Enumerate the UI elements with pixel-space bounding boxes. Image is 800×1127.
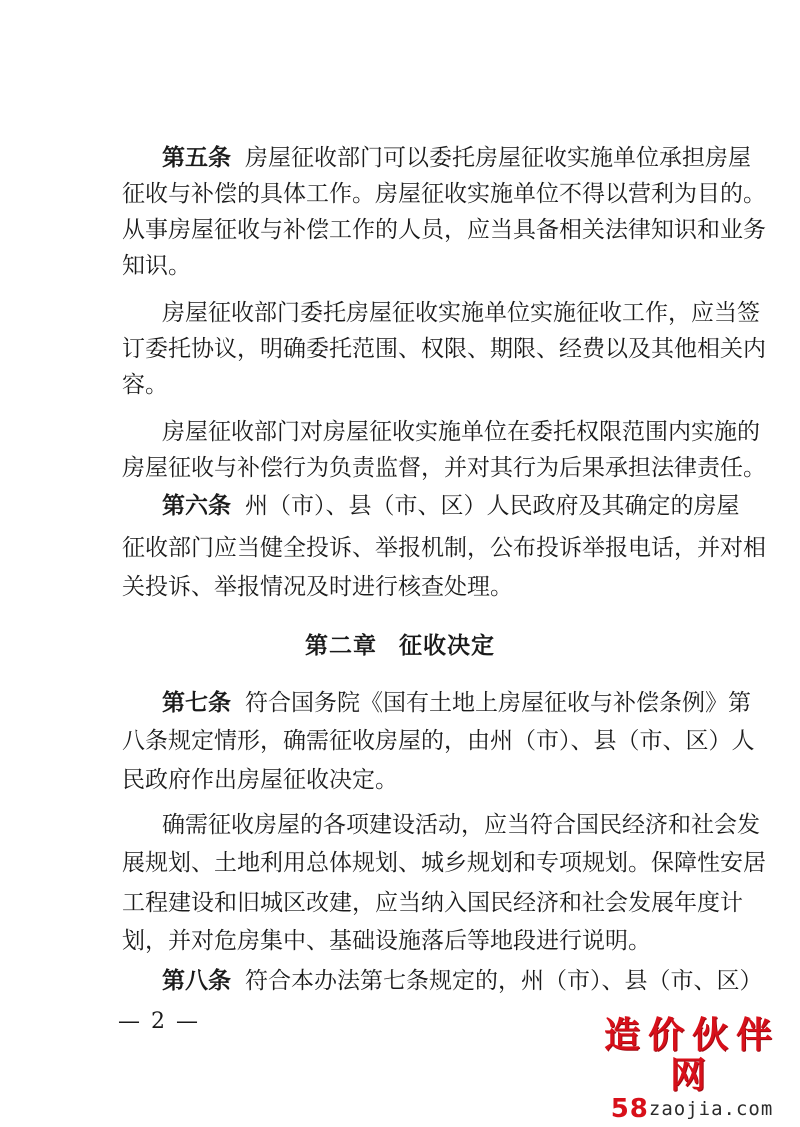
article-5-para-2-line-1: 房屋征收部门委托房屋征收实施单位实施征收工作，应当签 <box>162 300 760 326</box>
page-number: — 2 — <box>118 1009 200 1034</box>
article-5-para-3-line-2: 房屋征收与补偿行为负责监督，并对其行为后果承担法律责任。 <box>122 455 766 481</box>
article-6-title: 第六条 <box>162 493 231 519</box>
article-5-text: 房屋征收部门可以委托房屋征收实施单位承担房屋 <box>245 145 751 171</box>
watermark-url <box>592 1094 792 1124</box>
chapter-title: 征收决定 <box>399 633 495 659</box>
article-5-line-3: 从事房屋征收与补偿工作的人员，应当具备相关法律知识和业务 <box>122 217 766 243</box>
site-watermark <box>592 1014 792 1124</box>
article-6-line-1 <box>162 491 740 521</box>
article-5-line-2: 征收与补偿的具体工作。房屋征收实施单位不得以营利为目的。 <box>122 181 766 207</box>
chapter-heading <box>0 631 800 661</box>
watermark-url-number: 58 <box>610 1094 649 1124</box>
article-6-line-2: 征收部门应当健全投诉、举报机制，公布投诉举报电话，并对相 <box>122 535 766 561</box>
article-7-para-2-line-4: 划，并对危房集中、基础设施落后等地段进行说明。 <box>122 928 651 954</box>
watermark-title: 造价伙伴网 <box>603 1014 780 1096</box>
article-6-text: 州（市）、县（市、区）人民政府及其确定的房屋 <box>245 493 740 519</box>
article-5-line-4: 知识。 <box>122 253 191 279</box>
article-6-line-3: 关投诉、举报情况及时进行核查处理。 <box>122 574 513 600</box>
article-5-title: 第五条 <box>162 145 231 171</box>
article-5-para-2-line-2: 订委托协议，明确委托范围、权限、期限、经费以及其他相关内 <box>122 336 766 362</box>
article-7-para-2-line-1: 确需征收房屋的各项建设活动，应当符合国民经济和社会发 <box>162 812 760 838</box>
article-7-line-1 <box>162 688 751 718</box>
article-7-line-2: 八条规定情形，确需征收房屋的，由州（市）、县（市、区）人 <box>122 728 755 754</box>
article-5-para-3-line-1: 房屋征收部门对房屋征收实施单位在委托权限范围内实施的 <box>162 419 760 445</box>
article-8-title: 第八条 <box>162 968 231 994</box>
article-7-title: 第七条 <box>162 690 231 716</box>
article-8-line-1 <box>162 966 763 996</box>
chapter-number: 第二章 <box>305 633 377 659</box>
article-7-para-2-line-3: 工程建设和旧城区改建，应当纳入国民经济和社会发展年度计 <box>122 890 743 916</box>
article-8-text: 符合本办法第七条规定的，州（市）、县（市、区） <box>245 968 763 994</box>
article-7-text: 符合国务院《国有土地上房屋征收与补偿条例》第 <box>245 690 751 716</box>
watermark-url-domain: zaojia.com <box>648 1098 774 1120</box>
article-5-para-2-line-3: 容。 <box>122 372 168 398</box>
article-7-para-2-line-2: 展规划、土地利用总体规划、城乡规划和专项规划。保障性安居 <box>122 850 766 876</box>
article-7-line-3: 民政府作出房屋征收决定。 <box>122 767 398 793</box>
article-5-line-1 <box>162 143 751 173</box>
